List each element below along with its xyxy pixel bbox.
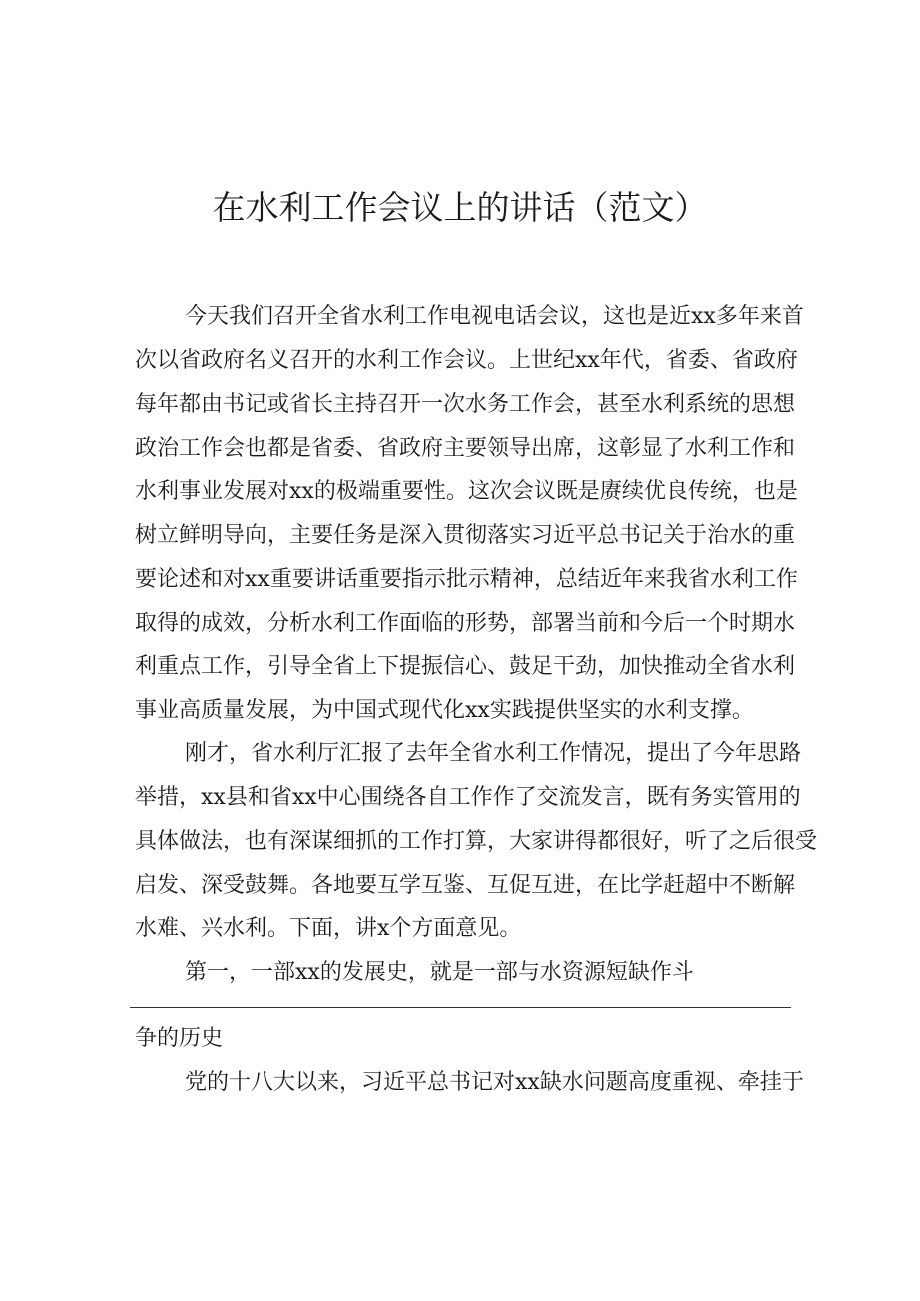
section-heading-line: 第一，一部xx的发展史，就是一部与水资源短缺作斗: [185, 960, 694, 985]
paragraph-line: 具体做法，也有深谋细抓的工作打算，大家讲得都很好，听了之后很受: [135, 829, 818, 854]
paragraph-line: 取得的成效，分析水利工作面临的形势，部署当前和今后一个时期水: [135, 611, 796, 636]
section-heading-line: 争的历史: [135, 1026, 224, 1051]
paragraph-line: 要论述和对xx重要讲话重要指示批示精神，总结近年来我省水利工作: [135, 567, 798, 592]
document-title: 在水利工作会议上的讲话（范文）: [212, 188, 708, 227]
page-break-divider: [130, 1007, 791, 1008]
paragraph-line: 事业高质量发展，为中国式现代化xx实践提供坚实的水利支撑。: [135, 698, 754, 723]
paragraph-line: 刚才，省水利厅汇报了去年全省水利工作情况，提出了今年思路: [185, 741, 802, 766]
paragraph-line: 每年都由书记或省长主持召开一次水务工作会，甚至水利系统的思想: [135, 392, 796, 417]
paragraph-line: 利重点工作，引导全省上下提振信心、鼓足干劲，加快推动全省水利: [135, 654, 796, 679]
paragraph-line: 启发、深受鼓舞。各地要互学互鉴、互促互进，在比学赶超中不断解: [135, 873, 796, 898]
paragraph-line: 树立鲜明导向，主要任务是深入贯彻落实习近平总书记关于治水的重: [135, 523, 796, 548]
paragraph-line: 党的十八大以来，习近平总书记对xx缺水问题高度重视、牵挂于: [185, 1070, 804, 1095]
paragraph-line: 水利事业发展对xx的极端重要性。这次会议既是赓续优良传统，也是: [135, 479, 798, 504]
paragraph-line: 次以省政府名义召开的水利工作会议。上世纪xx年代，省委、省政府: [135, 348, 798, 373]
paragraph-line: 今天我们召开全省水利工作电视电话会议，这也是近xx多年来首: [185, 304, 804, 329]
paragraph-line: 政治工作会也都是省委、省政府主要领导出席，这彰显了水利工作和: [135, 436, 796, 461]
paragraph-line: 举措，xx县和省xx中心围绕各自工作作了交流发言，既有务实管用的: [135, 785, 801, 810]
paragraph-line: 水难、兴水利。下面，讲x个方面意见。: [135, 916, 522, 941]
